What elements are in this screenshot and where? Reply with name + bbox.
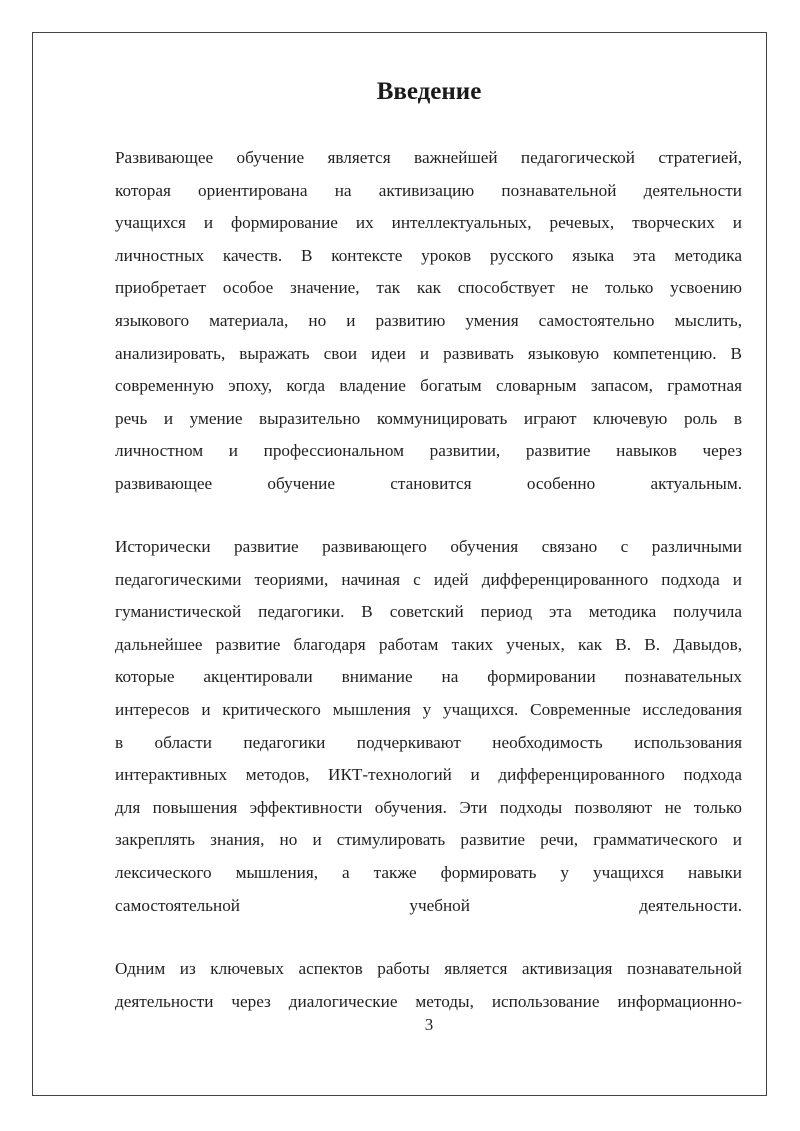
text-line: деятельности через диалогические методы, использование информационно- (115, 991, 742, 1011)
text-line: речь и умение выразительно коммуницировать играют ключевую роль в (115, 408, 742, 428)
text-line: Одним из ключевых аспектов работы является активизация познавательной (115, 959, 742, 978)
text-line: личностных качеств. В контексте уроков русского языка эта методика (115, 245, 742, 265)
text-line: в области педагогики подчеркивают необходимость использования (115, 732, 742, 752)
text-line: самостоятельной учебной деятельности. (115, 895, 742, 915)
text-line: интересов и критического мышления у учащихся. Современные исследования (115, 699, 742, 719)
text-line: для повышения эффективности обучения. Эти подходы позволяют не только (115, 797, 742, 817)
text-line: приобретает особое значение, так как способствует не только усвоению (115, 278, 742, 298)
text-line: педагогическими теориями, начиная с идей дифференцированного подхода и (115, 569, 742, 589)
text-line: личностном и профессиональном развитии, развитие навыков через (115, 441, 742, 461)
text-line: закреплять знания, но и стимулировать развитие речи, грамматического и (115, 830, 742, 850)
text-line: современную эпоху, когда владение богатым словарным запасом, грамотная (115, 376, 742, 396)
paragraph-3 (115, 953, 742, 1018)
text-line: дальнейшее развитие благодаря работам таких ученых, как В. В. Давыдов, (115, 634, 742, 654)
page-number: 3 (424, 1015, 434, 1034)
text-line: лексического мышления, а также формировать у учащихся навыки (115, 862, 742, 882)
text-line: развивающее обучение становится особенно актуальным. (115, 473, 742, 493)
text-line: Развивающее обучение является важнейшей педагогической стратегией, (115, 148, 742, 167)
page-title: Введение (376, 78, 482, 105)
text-line: языкового материала, но и развитию умения самостоятельно мыслить, (115, 310, 742, 330)
text-line: которая ориентирована на активизацию познавательной деятельности (115, 180, 742, 200)
text-line: которые акцентировали внимание на формировании познавательных (115, 667, 742, 687)
paragraph-2 (115, 531, 742, 922)
text-line: учащихся и формирование их интеллектуальных, речевых, творческих и (115, 213, 742, 233)
text-line: анализировать, выражать свои идеи и развивать языковую компетенцию. В (115, 343, 742, 363)
paragraph-1 (115, 142, 742, 501)
text-line: гуманистической педагогики. В советский период эта методика получила (115, 602, 742, 622)
text-line: интерактивных методов, ИКТ-технологий и дифференцированного подхода (115, 765, 742, 785)
text-line: Исторически развитие развивающего обучения связано с различными (115, 537, 742, 556)
